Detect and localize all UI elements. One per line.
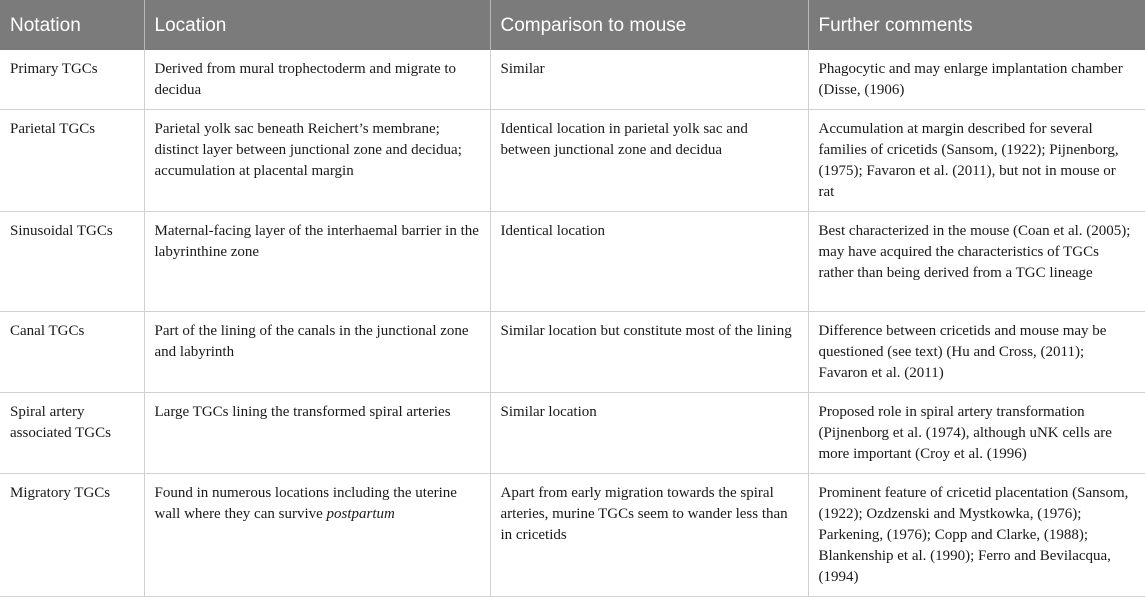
notation-cell: Parietal TGCs	[0, 110, 144, 212]
comparison-cell: Identical location in parietal yolk sac and between junctional zone and decidua	[490, 110, 808, 212]
comparison-cell: Similar location but constitute most of the lining	[490, 312, 808, 393]
notation-cell: Canal TGCs	[0, 312, 144, 393]
header-comparison: Comparison to mouse	[490, 0, 808, 50]
notation-cell: Primary TGCs	[0, 50, 144, 110]
location-text: Found in numerous locations including the uterine wall where they can survive	[154, 485, 457, 522]
location-cell: Parietal yolk sac beneath Reichert’s membrane; distinct layer between junctional zone and decidua; accumulation at placental margin	[144, 110, 490, 212]
table-row	[0, 474, 1145, 597]
notation-cell: Sinusoidal TGCs	[0, 212, 144, 312]
table-row	[0, 50, 1145, 110]
comparison-cell: Apart from early migration towards the spiral arteries, murine TGCs seem to wander less than in cricetids	[490, 474, 808, 597]
comparison-cell: Similar	[490, 50, 808, 110]
header-further-comments: Further comments	[808, 0, 1145, 50]
table-row	[0, 312, 1145, 393]
header-location: Location	[144, 0, 490, 50]
comparison-cell: Identical location	[490, 212, 808, 312]
location-cell: Part of the lining of the canals in the junctional zone and labyrinth	[144, 312, 490, 393]
table-row	[0, 110, 1145, 212]
table-header-row	[0, 0, 1145, 50]
comments-cell: Prominent feature of cricetid placentation (Sansom, (1922); Ozdzenski and Mystkowka, (1976); Parkening, (1976); Copp and Clarke, (1988); Blankenship et al. (1990); Ferro and Bevilacqua, (1994)	[808, 474, 1145, 597]
comments-cell: Accumulation at margin described for several families of cricetids (Sansom, (1922); Pijnenborg, (1975); Favaron et al. (2011), but not in mouse or rat	[808, 110, 1145, 212]
comments-cell: Best characterized in the mouse (Coan et al. (2005); may have acquired the characteristics of TGCs rather than being derived from a TGC lineage	[808, 212, 1145, 312]
location-cell: Maternal-facing layer of the interhaemal barrier in the labyrinthine zone	[144, 212, 490, 312]
notation-cell: Spiral artery associated TGCs	[0, 393, 144, 474]
comments-cell: Phagocytic and may enlarge implantation chamber (Disse, (1906)	[808, 50, 1145, 110]
comments-cell: Difference between cricetids and mouse may be questioned (see text) (Hu and Cross, (2011); Favaron et al. (2011)	[808, 312, 1145, 393]
comparison-cell: Similar location	[490, 393, 808, 474]
table-row	[0, 212, 1145, 312]
location-cell: Large TGCs lining the transformed spiral arteries	[144, 393, 490, 474]
comments-cell: Proposed role in spiral artery transformation (Pijnenborg et al. (1974), although uNK cells are more important (Croy et al. (1996)	[808, 393, 1145, 474]
header-notation: Notation	[0, 0, 144, 50]
table-row	[0, 393, 1145, 474]
location-cell: Derived from mural trophectoderm and migrate to decidua	[144, 50, 490, 110]
notation-cell: Migratory TGCs	[0, 474, 144, 597]
location-cell	[144, 474, 490, 597]
location-emphasis: postpartum	[326, 506, 395, 522]
